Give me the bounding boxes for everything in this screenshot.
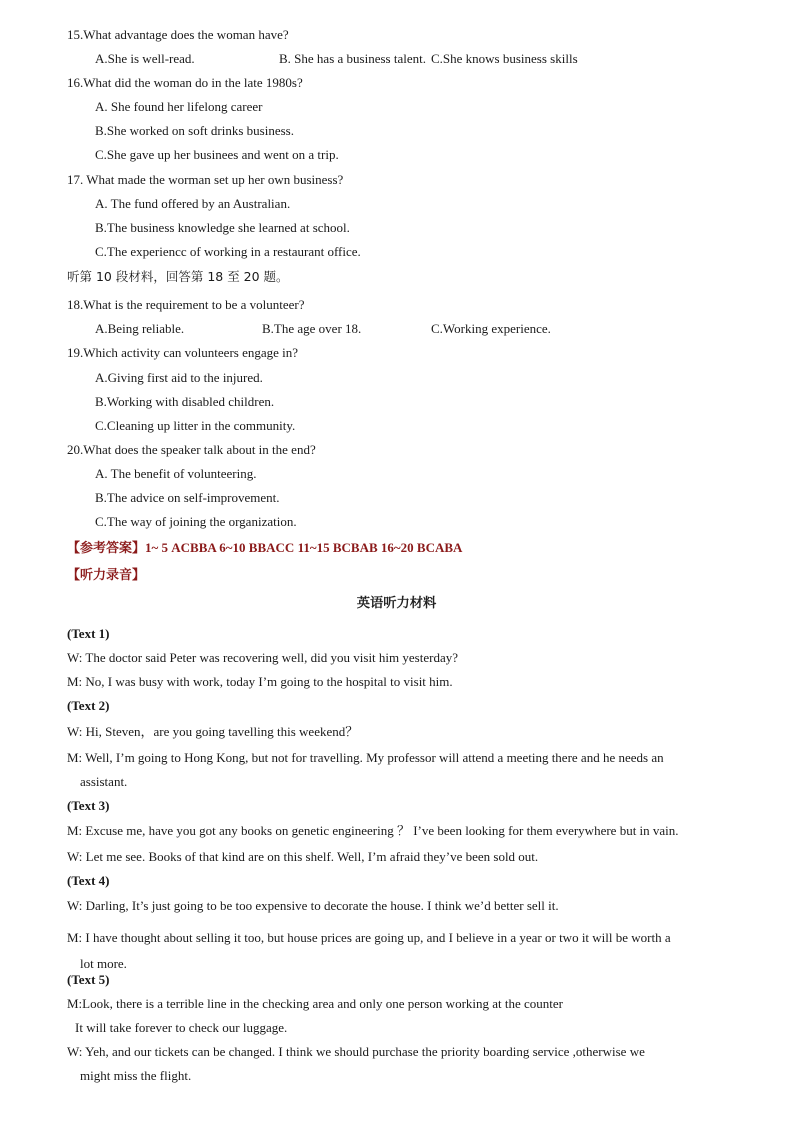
text-5-line-2-continued: might miss the flight. <box>80 1068 192 1083</box>
text-4-line-2: M: I have thought about selling it too, but house prices are going up, and I believe in a year or two it will be worth a <box>67 930 671 945</box>
recording-label: 【听力录音】 <box>67 567 146 582</box>
text-5-line-1: M:Look, there is a terrible line in the checking area and only one person working at the counter <box>67 996 563 1011</box>
material-title: 英语听力材料 <box>356 596 437 611</box>
text-4-line-2-continued: lot more. <box>80 956 127 971</box>
q19-option-b: B.Working with disabled children. <box>95 394 275 409</box>
text-2-line-2: M: Well, I’m going to Hong Kong, but not for travelling. My professor will attend a meeting there and he needs an <box>67 750 664 765</box>
q18-option-a: A.Being reliable. <box>95 321 185 336</box>
text-1-line-1: W: The doctor said Peter was recovering well, did you visit him yesterday? <box>67 650 458 665</box>
text-5-line-1-continued: It will take forever to check our luggage. <box>75 1020 288 1035</box>
text-4-label: (Text 4) <box>67 873 110 888</box>
q19-stem: 19.Which activity can volunteers engage in? <box>67 345 299 360</box>
q16-option-a: A. She found her lifelong career <box>95 99 263 114</box>
q17-option-a: A. The fund offered by an Australian. <box>95 196 291 211</box>
q19-option-c: C.Cleaning up litter in the community. <box>95 418 296 433</box>
q15-option-b: B. She has a business talent. <box>279 51 426 66</box>
q18-stem: 18.What is the requirement to be a volunteer? <box>67 297 305 312</box>
text-5-line-2: W: Yeh, and our tickets can be changed. I think we should purchase the priority boarding service ,otherwise we <box>67 1044 645 1059</box>
text-2-label: (Text 2) <box>67 698 110 713</box>
q20-stem: 20.What does the speaker talk about in the end? <box>67 442 316 457</box>
q18-option-b: B.The age over 18. <box>262 321 362 336</box>
text-3-label: (Text 3) <box>67 798 110 813</box>
text-2-line-1: W: Hi, Steven，are you going tavelling this weekend？ <box>67 724 359 739</box>
q15-option-c: C.She knows business skills <box>431 51 578 66</box>
section-10-instruction: 听第 10 段材料，回答第 18 至 20 题。 <box>67 269 289 284</box>
q15-option-a: A.She is well-read. <box>95 51 195 66</box>
q16-option-c: C.She gave up her businees and went on a trip. <box>95 147 339 162</box>
q17-option-c: C.The experiencc of working in a restaurant office. <box>95 244 361 259</box>
q16-stem: 16.What did the woman do in the late 1980s? <box>67 75 303 90</box>
text-2-line-2-continued: assistant. <box>80 774 128 789</box>
q17-stem: 17. What made the worman set up her own business? <box>67 172 344 187</box>
q19-option-a: A.Giving first aid to the injured. <box>95 370 263 385</box>
q17-option-b: B.The business knowledge she learned at school. <box>95 220 350 235</box>
text-4-line-1: W: Darling, It’s just going to be too expensive to decorate the house. I think we’d better sell it. <box>67 898 559 913</box>
text-3-line-2: W: Let me see. Books of that kind are on this shelf. Well, I’m afraid they’ve been sold out. <box>67 849 539 864</box>
text-1-label: (Text 1) <box>67 626 110 641</box>
text-3-line-1: M: Excuse me, have you got any books on genetic engineering ？ I’ve been looking for them everywhere but in vain. <box>67 823 679 838</box>
q20-option-a: A. The benefit of volunteering. <box>95 466 257 481</box>
text-5-label: (Text 5) <box>67 972 110 987</box>
q18-option-c: C.Working experience. <box>431 321 551 336</box>
q16-option-b: B.She worked on soft drinks business. <box>95 123 294 138</box>
q15-stem: 15.What advantage does the woman have? <box>67 27 289 42</box>
answer-key: 【参考答案】1~ 5 ACBBA 6~10 BBACC 11~15 BCBAB 16~20 BCABA <box>67 540 463 555</box>
text-1-line-2: M: No, I was busy with work, today I’m going to the hospital to visit him. <box>67 674 453 689</box>
q20-option-c: C.The way of joining the organization. <box>95 514 297 529</box>
q20-option-b: B.The advice on self-improvement. <box>95 490 280 505</box>
